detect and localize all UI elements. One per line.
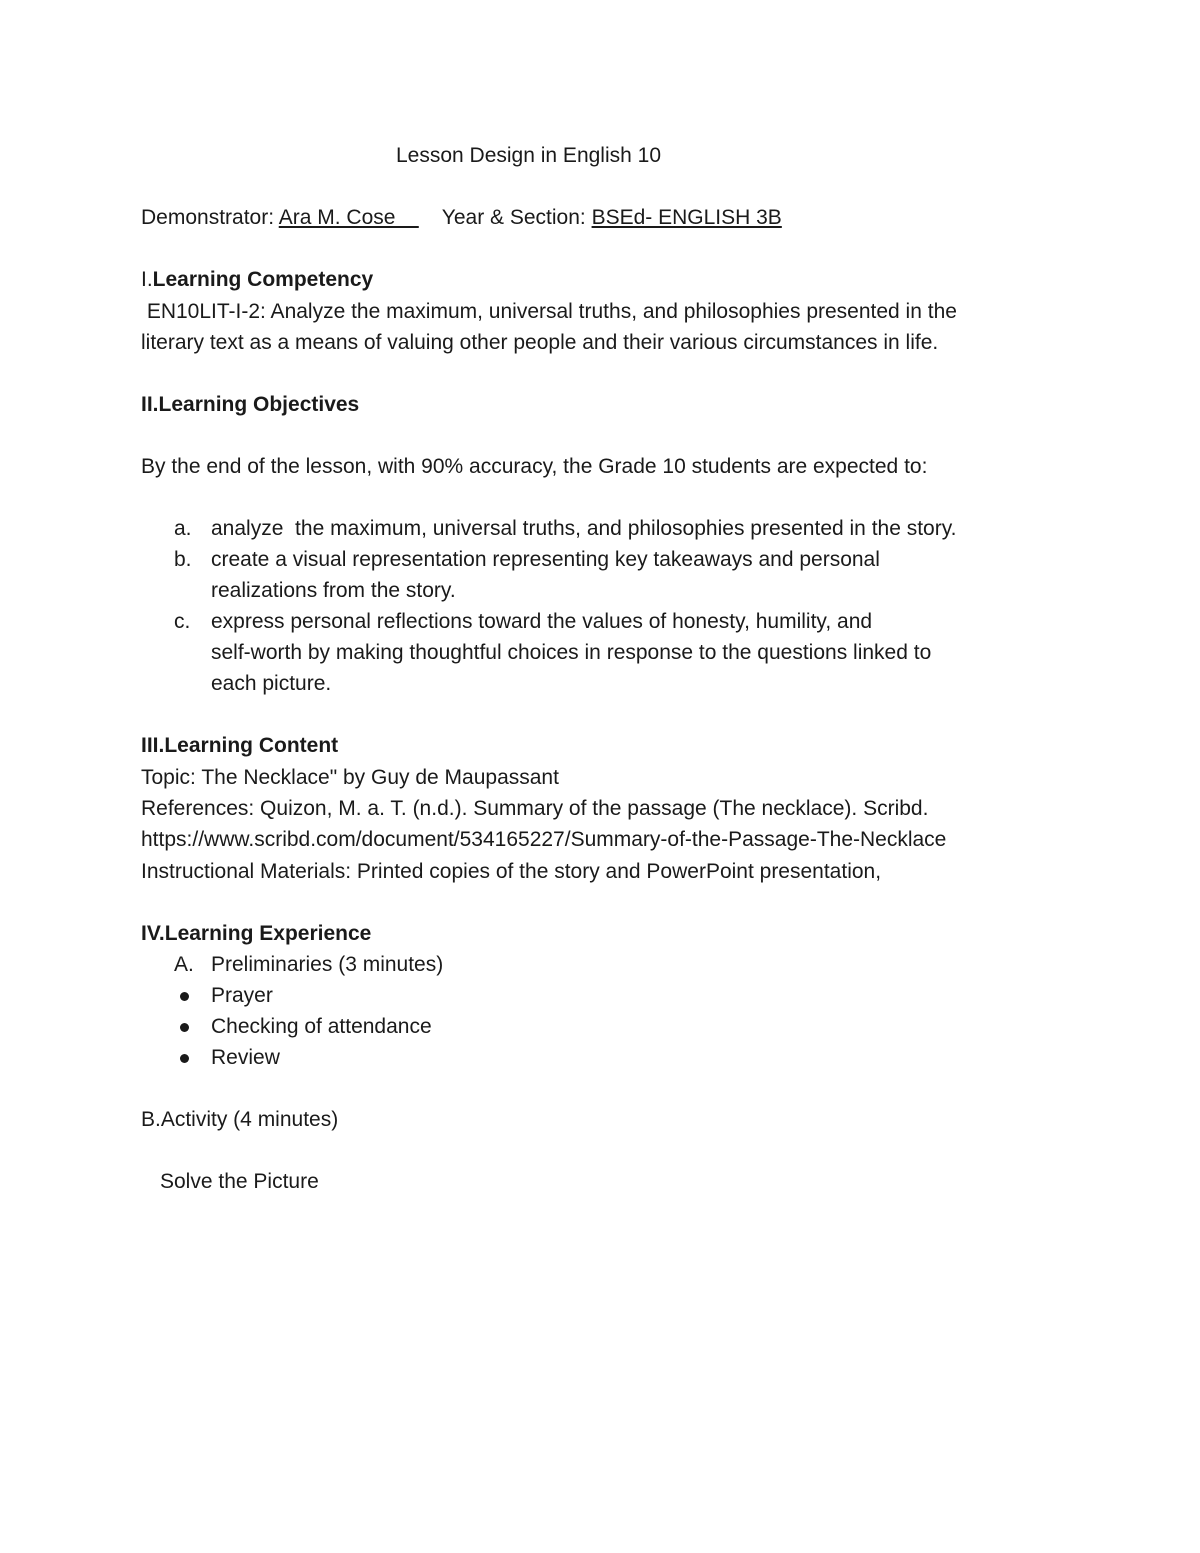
bullet-item: Review <box>211 1046 280 1069</box>
bullet-icon <box>180 992 189 1001</box>
objective-marker: c. <box>174 610 191 633</box>
activity-title: Solve the Picture <box>160 1170 319 1193</box>
activity-heading: B.Activity (4 minutes) <box>141 1108 339 1131</box>
demonstrator-line <box>141 202 782 233</box>
objective-line: express personal reflections toward the values of honesty, humility, and <box>211 610 873 633</box>
demonstrator-name: Ara M. Cose <box>278 206 419 229</box>
objective-marker: b. <box>174 548 192 571</box>
content-materials: Instructional Materials: Printed copies of the story and PowerPoint presentation, <box>141 860 882 883</box>
reference-url: https://www.scribd.com/document/534165227/Summary-of-the-Passage-The-Necklace <box>141 828 947 851</box>
objective-line: realizations from the story. <box>211 579 456 602</box>
document-title: Lesson Design in English 10 <box>396 144 662 167</box>
section-value: BSEd- ENGLISH 3B <box>591 206 782 229</box>
competency-line: EN10LIT-I-2: Analyze the maximum, universal truths, and philosophies presented in the <box>141 300 957 323</box>
objectives-heading: II.Learning Objectives <box>141 393 360 416</box>
content-topic: Topic: The Necklace" by Guy de Maupassant <box>141 766 559 789</box>
demonstrator-label: Demonstrator: <box>141 206 279 229</box>
objective-line: analyze the maximum, universal truths, and philosophies presented in the story. <box>211 517 957 540</box>
objective-line: each picture. <box>211 672 332 695</box>
objective-marker: a. <box>174 517 192 540</box>
competency-numeral: I. <box>141 268 153 291</box>
preliminaries-marker: A. <box>174 953 194 976</box>
objectives-intro: By the end of the lesson, with 90% accuracy, the Grade 10 students are expected to: <box>141 455 928 478</box>
competency-heading <box>141 264 373 295</box>
content-references: References: Quizon, M. a. T. (n.d.). Summary of the passage (The necklace). Scribd. <box>141 797 929 820</box>
objective-line: self-worth by making thoughtful choices in response to the questions linked to <box>211 641 932 664</box>
experience-heading: IV.Learning Experience <box>141 922 372 945</box>
bullet-icon <box>180 1054 189 1063</box>
content-heading: III.Learning Content <box>141 734 339 757</box>
objective-line: create a visual representation representing key takeaways and personal <box>211 548 880 571</box>
preliminaries-label: Preliminaries (3 minutes) <box>211 953 444 976</box>
competency-heading-text: Learning Competency <box>152 268 374 291</box>
bullet-item: Prayer <box>211 984 273 1007</box>
bullet-item: Checking of attendance <box>211 1015 432 1038</box>
competency-line: literary text as a means of valuing other people and their various circumstances in life. <box>141 331 939 354</box>
section-label: Year & Section: <box>441 206 592 229</box>
bullet-icon <box>180 1023 189 1032</box>
